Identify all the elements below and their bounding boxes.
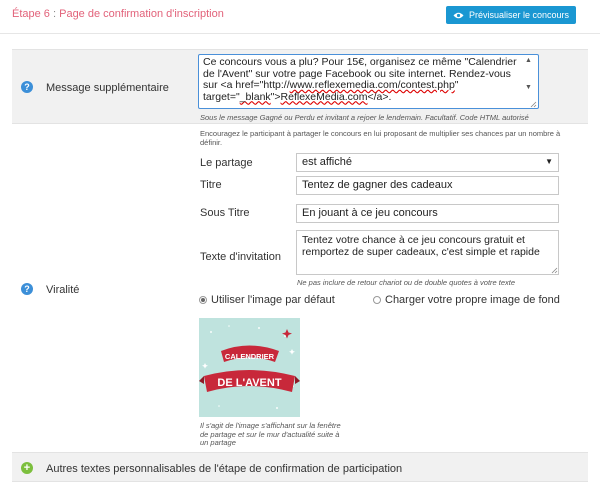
title-label: Titre	[200, 179, 222, 191]
step-name: Page de confirmation d'inscription	[59, 8, 224, 20]
message-line: de l'Avent" sur votre page Facebook ou site internet. Rendez-vous	[203, 67, 511, 80]
scroll-down-arrow-icon[interactable]: ▼	[525, 84, 532, 91]
message-hint: Sous le message Gagné ou Perdu et invitant a rejoer le lendemain. Facultatif. Code HTML autorisé	[200, 113, 529, 122]
step-title	[12, 8, 224, 20]
step-separator: :	[52, 8, 57, 20]
image-top-word: CALENDRIER	[224, 352, 275, 361]
eye-icon	[453, 12, 464, 19]
share-label: Le partage	[200, 157, 253, 169]
message-text: target="	[203, 90, 240, 103]
message-text: ">	[270, 90, 281, 103]
step-prefix: Étape 6	[12, 8, 50, 20]
additional-message-textarea[interactable]	[198, 54, 539, 109]
message-link-name: ReflexeMedia.com	[280, 90, 368, 103]
resize-grip-icon[interactable]	[550, 266, 558, 274]
image-hint-line: Il s'agit de l'image s'affichant sur la fenêtre	[200, 421, 341, 430]
help-icon[interactable]: ?	[21, 81, 33, 93]
scroll-up-arrow-icon[interactable]: ▲	[525, 57, 532, 64]
title-input[interactable]: Tentez de gagner des cadeaux	[296, 176, 559, 195]
invitation-label: Texte d'invitation	[200, 251, 281, 263]
message-line: Ce concours vous a plu? Pour 15€, organisez ce même "Calendrier	[203, 56, 517, 68]
step-header	[0, 0, 600, 34]
message-line	[203, 92, 520, 104]
help-icon[interactable]: ?	[21, 283, 33, 295]
chevron-down-icon: ▼	[545, 157, 553, 166]
image-bottom-word: DE L'AVENT	[217, 377, 282, 389]
header-divider	[0, 33, 600, 34]
custom-image-radio[interactable]	[373, 296, 381, 304]
virality-intro-line: Encouragez le participant à partager le concours en lui proposant de multiplier ses chances par un nombre à	[200, 129, 561, 138]
message-text: sur <a href="http://	[203, 79, 290, 91]
share-select-value: est affiché	[302, 156, 352, 168]
invitation-hint: Ne pas inclure de retour chariot ou de double quotes à votre texte	[297, 278, 516, 287]
image-hint-line: de partage et sur le mur d'actualité suite à	[200, 429, 340, 439]
message-text: </a>.	[367, 90, 392, 103]
resize-grip-icon[interactable]	[529, 100, 537, 108]
subtitle-input[interactable]: En jouant à ce jeu concours	[296, 204, 559, 223]
plus-icon[interactable]: +	[21, 462, 33, 474]
virality-intro	[200, 129, 590, 147]
custom-image-label[interactable]: Charger votre propre image de fond	[385, 294, 560, 306]
default-image-radio[interactable]	[199, 296, 207, 304]
other-texts-label[interactable]: Autres textes personnalisables de l'étape de confirmation de participation	[46, 463, 403, 475]
message-text: "	[454, 79, 459, 91]
invitation-line: Tentez votre chance à ce jeu concours gratuit et	[302, 234, 525, 246]
preview-contest-button[interactable]	[446, 6, 576, 24]
share-select[interactable]	[296, 153, 559, 172]
default-image-label[interactable]: Utiliser l'image par défaut	[211, 294, 335, 306]
image-hint-line: un partage	[200, 438, 236, 447]
virality-label: Viralité	[46, 284, 80, 296]
message-link-url: www.reflexemedia.com/contest.php	[289, 79, 455, 91]
message-target: _blank	[239, 90, 271, 103]
invitation-line: remportez de super cadeaux, c'est simple et rapide	[302, 246, 540, 258]
advent-calendar-illustration	[199, 318, 300, 417]
virality-intro-line: définir.	[200, 138, 223, 147]
message-label: Message supplémentaire	[46, 82, 169, 94]
subtitle-label: Sous Titre	[200, 207, 250, 219]
image-hint	[200, 422, 341, 448]
invitation-textarea[interactable]	[296, 230, 559, 275]
default-share-image	[199, 318, 300, 417]
preview-button-label: Prévisualiser le concours	[468, 10, 570, 20]
